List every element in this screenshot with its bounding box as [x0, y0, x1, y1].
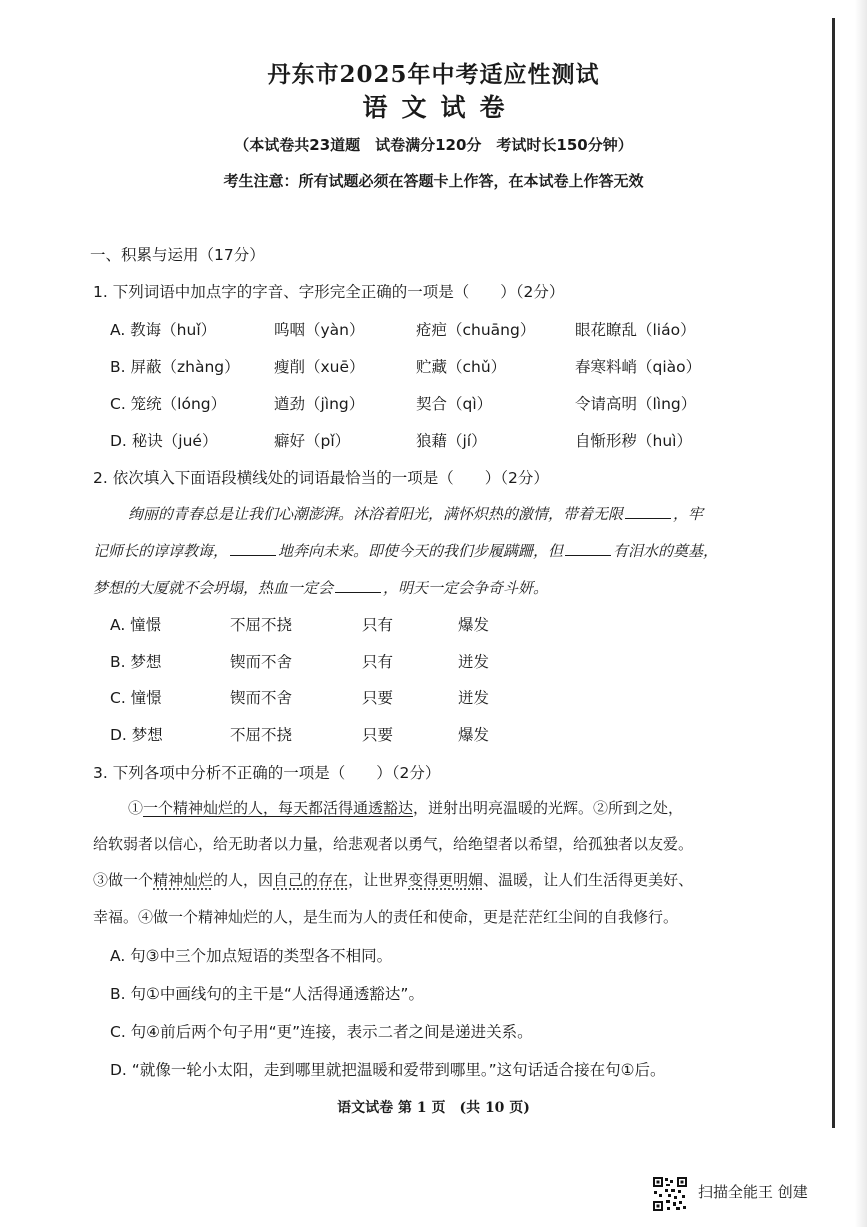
q2-passage-line-2: 记师长的谆谆教诲， 地奔向未来。即使今天的我们步履蹒跚，但 有泪水的奠基，: [93, 542, 719, 560]
fill-blank-3: [565, 541, 611, 556]
q1-option-d-4: 自惭形秽（huì）: [575, 432, 692, 450]
page-footer: 语文试卷 第 1 页 (共 10 页): [337, 1100, 530, 1116]
q2-option-c-1: C. 憧憬: [110, 689, 162, 707]
q2-option-a-2: 不屈不挠: [230, 616, 293, 634]
dotted-phrase-1: 精神灿烂: [153, 871, 214, 889]
q2-stem: 2. 依次填入下面语段横线处的词语最恰当的一项是（ ）（2分）: [93, 469, 549, 487]
q1-option-c-2: 遒劲（jìng）: [274, 395, 365, 413]
q1-option-b-2: 瘦削（xuē）: [274, 358, 365, 376]
q3-option-b: B. 句①中画线句的主干是“人活得通透豁达”。: [110, 985, 424, 1003]
dotted-phrase-3: 变得更明媚: [408, 871, 484, 889]
underlined-sentence: 一个精神灿烂的人，每天都活得通透豁达: [143, 799, 414, 817]
q2-option-d-1: D. 梦想: [110, 726, 163, 744]
q1-option-c-1: C. 笼统（lóng）: [110, 395, 227, 413]
exam-subtitle: 语文试卷: [362, 93, 519, 122]
q2-option-d-2: 不屈不挠: [230, 726, 293, 744]
q1-option-b-1: B. 屏蔽（zhàng）: [110, 358, 240, 376]
q3-option-d: D. “就像一轮小太阳，走到哪里就把温暖和爱带到哪里。”这句话适合接在句①后。: [110, 1061, 666, 1079]
q1-option-a-3: 疮疤（chuāng）: [416, 321, 536, 339]
q2-option-d-4: 爆发: [458, 726, 490, 744]
q1-option-c-4: 令请高明（lìng）: [575, 395, 697, 413]
q2-option-a-3: 只有: [362, 616, 394, 634]
q2-option-b-1: B. 梦想: [110, 653, 162, 671]
q2-option-c-2: 锲而不舍: [230, 689, 293, 707]
q1-option-a-4: 眼花瞭乱（liáo）: [575, 321, 696, 339]
q1-option-d-3: 狼藉（jí）: [416, 432, 487, 450]
q2-option-b-3: 只有: [362, 653, 394, 671]
q2-option-a-1: A. 憧憬: [110, 616, 162, 634]
scanner-watermark: 扫描全能王 创建: [698, 1183, 808, 1201]
q2-option-c-4: 迸发: [458, 689, 490, 707]
fill-blank-2: [230, 541, 276, 556]
q2-passage-line-3: 梦想的大厦就不会坍塌，热血一定会 ，明天一定会争奇斗妍。: [93, 579, 549, 597]
q3-passage-line-1: ①一个精神灿烂的人，每天都活得通透豁达，迸射出明亮温暖的光辉。②所到之处，: [128, 799, 684, 817]
q2-option-a-4: 爆发: [458, 616, 490, 634]
q3-option-c: C. 句④前后两个句子用“更”连接，表示二者之间是递进关系。: [110, 1023, 533, 1041]
section-heading: 一、积累与运用（17分）: [90, 246, 265, 264]
q1-option-a-1: A. 教诲（huǐ）: [110, 321, 217, 339]
q2-option-c-3: 只要: [362, 689, 394, 707]
q1-option-c-3: 契合（qì）: [416, 395, 493, 413]
exam-title: 丹东市2025年中考适应性测试: [267, 61, 600, 88]
q3-stem: 3. 下列各项中分析不正确的一项是（ ）（2分）: [93, 764, 441, 782]
q1-option-d-2: 癖好（pǐ）: [274, 432, 351, 450]
q3-passage-line-2: 给软弱者以信心，给无助者以力量，给悲观者以勇气，给绝望者以希望，给孤独者以友爱。: [93, 835, 694, 853]
q1-option-a-2: 呜咽（yàn）: [274, 321, 365, 339]
q2-option-d-3: 只要: [362, 726, 394, 744]
q1-option-b-4: 春寒料峭（qiào）: [575, 358, 702, 376]
fill-blank-4: [335, 578, 381, 593]
q3-option-a: A. 句③中三个加点短语的类型各不相同。: [110, 947, 393, 965]
q2-option-b-2: 锲而不舍: [230, 653, 293, 671]
exam-notice: 考生注意：所有试题必须在答题卡上作答，在本试卷上作答无效: [223, 172, 644, 190]
qr-code-icon: [652, 1176, 688, 1212]
q1-option-d-1: D. 秘诀（jué）: [110, 432, 218, 450]
q1-option-b-3: 贮藏（chǔ）: [416, 358, 507, 376]
q2-option-b-4: 迸发: [458, 653, 490, 671]
fill-blank-1: [625, 504, 671, 519]
q3-passage-line-3: ③做一个精神灿烂的人，因自己的存在，让世界变得更明媚、温暖，让人们生活得更美好、: [93, 871, 694, 889]
dotted-phrase-2: 自己的存在: [273, 871, 349, 889]
exam-info: （本试卷共23道题 试卷满分120分 考试时长150分钟）: [234, 136, 633, 154]
q1-stem: 1. 下列词语中加点字的字音、字形完全正确的一项是（ ）（2分）: [93, 283, 565, 301]
q2-passage-line-1: 绚丽的青春总是让我们心潮澎湃。沐浴着阳光，满怀炽热的激情，带着无限 ，牢: [128, 505, 704, 523]
q3-passage-line-4: 幸福。④做一个精神灿烂的人，是生而为人的责任和使命，更是茫茫红尘间的自我修行。: [93, 908, 679, 926]
